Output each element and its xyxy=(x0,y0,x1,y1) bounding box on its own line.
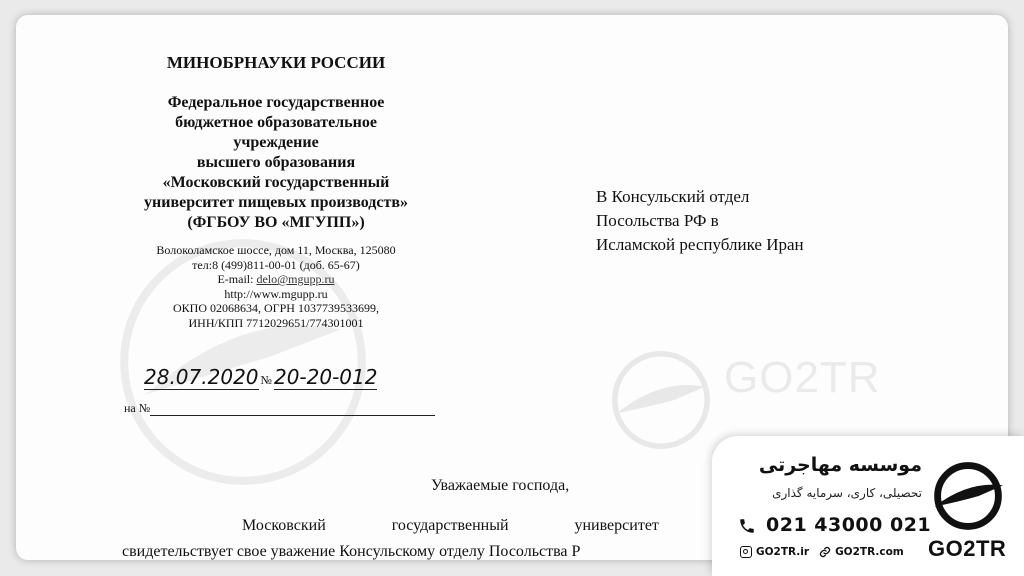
phone: тел:8 (499)811-00-01 (доб. 65-67) xyxy=(192,257,360,272)
website-link[interactable] xyxy=(819,546,904,558)
brand-links xyxy=(740,546,904,558)
body-word: Московский xyxy=(242,517,326,534)
email-label: E-mail: xyxy=(217,272,257,286)
letter-body xyxy=(122,513,742,560)
addressee-line: Исламской республике Иран xyxy=(596,235,804,254)
brand-card xyxy=(712,436,1024,576)
contact-block xyxy=(106,243,446,330)
org-line: Федеральное государственное xyxy=(167,94,385,111)
number-sign: № xyxy=(260,373,272,387)
org-line: бюджетное образовательное xyxy=(175,114,377,131)
go2tr-logo-text: GO2TR xyxy=(928,536,1007,561)
reference-label: на № xyxy=(124,401,151,415)
watermark-plane-icon xyxy=(606,345,716,455)
email xyxy=(106,272,446,287)
reference-line xyxy=(124,401,454,416)
brand-phone[interactable] xyxy=(738,514,931,536)
email-link[interactable]: delo@mgupp.ru xyxy=(256,272,335,286)
addressee-block xyxy=(596,185,804,257)
handwritten-number: 20-20-012 xyxy=(273,365,378,389)
okpo-ogrn: ОКПО 02068634, ОГРН 1037739533699, xyxy=(173,301,379,315)
org-line: высшего образования xyxy=(196,154,356,171)
salutation: Уважаемые господа, xyxy=(431,477,570,494)
brand-phone-number: 021 43000 021 xyxy=(766,514,932,536)
body-line-1 xyxy=(122,513,742,539)
letterhead xyxy=(106,53,446,330)
org-line: (ФГБОУ ВО «МГУПП») xyxy=(187,214,365,231)
outgoing-date-number xyxy=(144,365,474,393)
inn-kpp: ИНН/КПП 7712029651/774301001 xyxy=(188,315,364,330)
instagram-link[interactable] xyxy=(740,546,809,558)
link-icon xyxy=(819,546,831,558)
body-line-2: свидетельствует свое уважение Консульскому отделу Посольства Р xyxy=(122,543,581,560)
watermark-text: GO2TR xyxy=(724,353,881,402)
address: Волоколамское шоссе, дом 11, Москва, 125080 xyxy=(156,243,396,257)
addressee-line: Посольства РФ в xyxy=(596,211,719,230)
website[interactable]: http://www.mgupp.ru xyxy=(224,286,328,301)
handwritten-date: 28.07.2020 xyxy=(144,365,259,389)
reference-blank xyxy=(150,415,435,416)
addressee-line: В Консульский отдел xyxy=(596,187,750,206)
organization-name xyxy=(106,93,446,233)
ministry-title: МИНОБРНАУКИ РОССИИ xyxy=(166,53,386,72)
brand-title: موسسه مهاجرتی xyxy=(758,454,922,476)
website-text: GO2TR.com xyxy=(835,546,904,558)
org-line: учреждение xyxy=(233,134,319,151)
instagram-handle: GO2TR.ir xyxy=(756,546,810,558)
org-line: «Московский государственный xyxy=(162,174,390,191)
body-word: университет xyxy=(574,517,659,534)
instagram-icon xyxy=(740,546,752,558)
watermark-go2tr xyxy=(606,345,881,460)
body-word: государственный xyxy=(391,517,509,534)
brand-subtitle: تحصیلی، کاری، سرمایه گذاری xyxy=(772,486,922,500)
org-line: университет пищевых производств» xyxy=(144,194,408,211)
go2tr-logo-icon xyxy=(930,458,1006,534)
